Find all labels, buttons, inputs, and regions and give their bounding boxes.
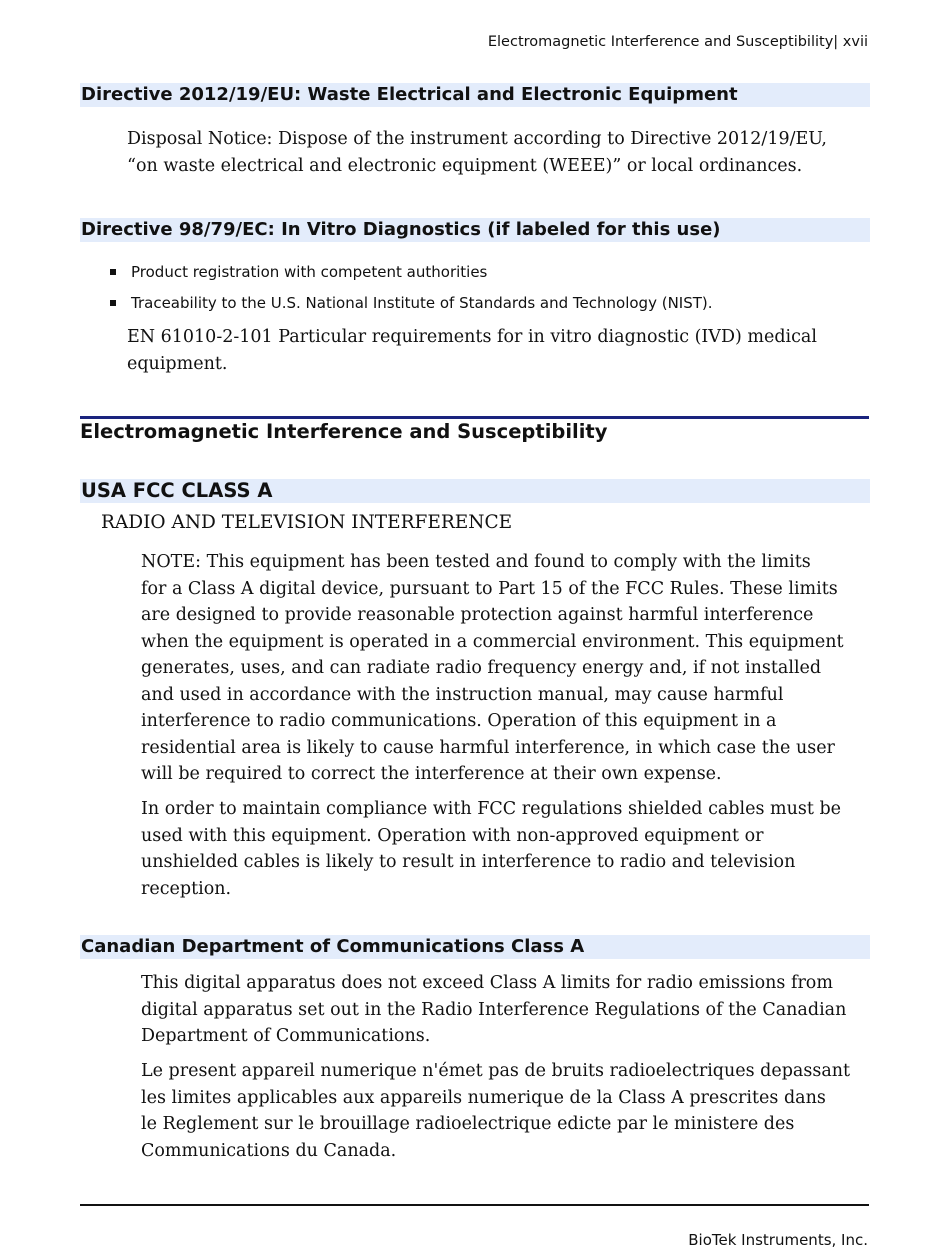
bullet-square-icon [110,300,116,306]
bullet-square-icon [110,269,116,275]
fcc-note-line: interference to radio communications. Operation of this equipment in a [141,711,777,731]
canada-en-line: This digital apparatus does not exceed Class A limits for radio emissions from [141,973,833,993]
canada-fr-line: les limites applicables aux appareils numerique de la Class A prescrites dans [141,1087,826,1108]
canada-fr-line: Communications du Canada. [141,1140,397,1161]
ivd-standard-text [127,324,817,377]
fcc-cable-line: In order to maintain compliance with FCC regulations shielded cables must be [141,799,841,819]
fcc-note-line: when the equipment is operated in a commercial environment. This equipment [141,631,844,652]
ivd-bullet-list [110,261,713,323]
fcc-note-line: residential area is likely to cause harmful interference, in which case the user [141,737,835,758]
list-item: Product registration with competent authorities [110,261,713,292]
fcc-note-line: will be required to correct the interference at their own expense. [141,764,722,784]
fcc-note-line: are designed to provide reasonable protection against harmful interference [141,605,814,625]
fcc-note-line: and used in accordance with the instruction manual, may cause harmful [141,684,784,705]
fcc-cable-notice [141,796,841,902]
fcc-heading: USA FCC CLASS A [80,479,870,503]
canada-fr-line: le Reglement sur le brouillage radioelectrique edicte par le ministere des [141,1114,795,1134]
fcc-cable-line: unshielded cables is likely to result in interference to radio and television [141,852,796,872]
weee-heading: Directive 2012/19/EU: Waste Electrical and Electronic Equipment [80,83,870,107]
fcc-note-line: generates, uses, and can radiate radio frequency energy and, if not installed [141,658,822,678]
fcc-note [141,549,844,788]
footer-company: BioTek Instruments, Inc. [688,1231,868,1249]
canada-en-line: Department of Communications. [141,1026,431,1046]
chapter-heading: Electromagnetic Interference and Susceptibility [80,420,608,443]
fcc-note-line: NOTE: This equipment has been tested and found to comply with the limits [141,552,811,572]
weee-line: Disposal Notice: Dispose of the instrument according to Directive 2012/19/EU, [127,129,827,149]
canada-en-line: digital apparatus set out in the Radio Interference Regulations of the Canadian [141,999,847,1020]
list-item: Traceability to the U.S. National Institute of Standards and Technology (NIST). [110,292,713,323]
fcc-subheading: RADIO AND TELEVISION INTERFERENCE [101,512,513,533]
fcc-note-line: for a Class A digital device, pursuant to Part 15 of the FCC Rules. These limits [141,578,838,599]
canada-french-text [141,1058,850,1164]
ivd-line: equipment. [127,353,228,374]
footer-divider [80,1204,869,1206]
fcc-cable-line: used with this equipment. Operation with non-approved equipment or [141,825,764,846]
canada-fr-line: Le present appareil numerique n'émet pas de bruits radioelectriques depassant [141,1061,851,1081]
chapter-divider [80,416,869,419]
running-header: Electromagnetic Interference and Susceptibility| xvii [487,34,868,50]
fcc-cable-line: reception. [141,878,232,899]
weee-line: “on waste electrical and electronic equipment (WEEE)” or local ordinances. [127,155,803,176]
ivd-heading: Directive 98/79/EC: In Vitro Diagnostics (if labeled for this use) [80,218,870,242]
ivd-line: EN 61010-2-101 Particular requirements for in vitro diagnostic (IVD) medical [127,327,817,347]
canada-heading: Canadian Department of Communications Class A [80,935,870,959]
canada-english-text [141,970,846,1050]
weee-notice [127,126,827,179]
